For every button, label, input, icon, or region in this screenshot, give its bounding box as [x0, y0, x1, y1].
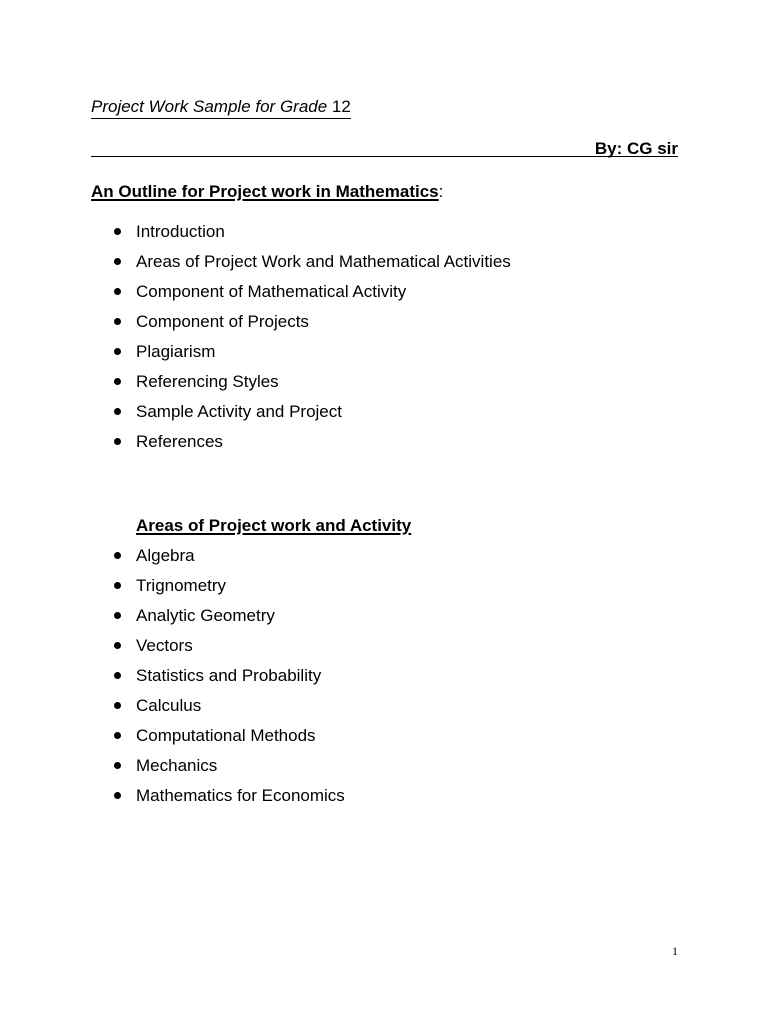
bullet-icon	[114, 612, 121, 619]
bullet-icon	[114, 702, 121, 709]
list-item-text: Referencing Styles	[136, 372, 279, 391]
list-item-text: Algebra	[136, 546, 195, 565]
bullet-icon	[114, 318, 121, 325]
list-item	[0, 337, 768, 367]
list-item	[0, 781, 768, 811]
list-item	[0, 541, 768, 571]
list-item-text: Statistics and Probability	[136, 666, 322, 685]
bullet-icon	[114, 642, 121, 649]
bullet-icon	[114, 408, 121, 415]
bullet-icon	[114, 438, 121, 445]
list-item	[0, 307, 768, 337]
byline-rule	[91, 156, 678, 157]
document-title-grade: 12	[327, 97, 351, 116]
list-item	[0, 601, 768, 631]
bullet-icon	[114, 288, 121, 295]
document-title	[91, 96, 351, 119]
list-item	[0, 367, 768, 397]
list-item	[0, 427, 768, 457]
bullet-icon	[114, 348, 121, 355]
bullet-icon	[114, 378, 121, 385]
list-item-text: References	[136, 432, 223, 451]
list-item	[0, 631, 768, 661]
bullet-icon	[114, 582, 121, 589]
bullet-icon	[114, 552, 121, 559]
list-item-text: Mechanics	[136, 756, 218, 775]
list-item	[0, 217, 768, 247]
list-item	[0, 751, 768, 781]
list-item-text: Trignometry	[136, 576, 227, 595]
bullet-icon	[114, 228, 121, 235]
outline-heading-colon: :	[438, 182, 444, 201]
list-item-text: Computational Methods	[136, 726, 316, 745]
list-item-text: Plagiarism	[136, 342, 216, 361]
list-item-text: Component of Mathematical Activity	[136, 282, 407, 301]
page-number: 1	[672, 944, 678, 958]
list-item	[0, 721, 768, 751]
bullet-icon	[114, 258, 121, 265]
list-item-text: Introduction	[136, 222, 225, 241]
list-item-text: Component of Projects	[136, 312, 309, 331]
list-item	[0, 571, 768, 601]
areas-heading: Areas of Project work and Activity	[136, 516, 412, 535]
outline-heading-text: An Outline for Project work in Mathematics	[91, 182, 439, 201]
list-item-text: Vectors	[136, 636, 193, 655]
list-item	[0, 691, 768, 721]
outline-list	[0, 217, 768, 457]
outline-heading	[91, 181, 443, 203]
list-item-text: Calculus	[136, 696, 202, 715]
list-item-text: Mathematics for Economics	[136, 786, 345, 805]
author-byline: By: CG sir	[594, 139, 678, 158]
document-title-text: Project Work Sample for Grade	[91, 97, 328, 116]
list-item-text: Areas of Project Work and Mathematical Activities	[136, 252, 511, 271]
list-item	[0, 661, 768, 691]
list-item-text: Analytic Geometry	[136, 606, 275, 625]
areas-list	[0, 541, 768, 811]
list-item	[0, 277, 768, 307]
list-item-text: Sample Activity and Project	[136, 402, 342, 421]
bullet-icon	[114, 762, 121, 769]
list-item	[0, 397, 768, 427]
bullet-icon	[114, 672, 121, 679]
bullet-icon	[114, 732, 121, 739]
bullet-icon	[114, 792, 121, 799]
list-item	[0, 247, 768, 277]
